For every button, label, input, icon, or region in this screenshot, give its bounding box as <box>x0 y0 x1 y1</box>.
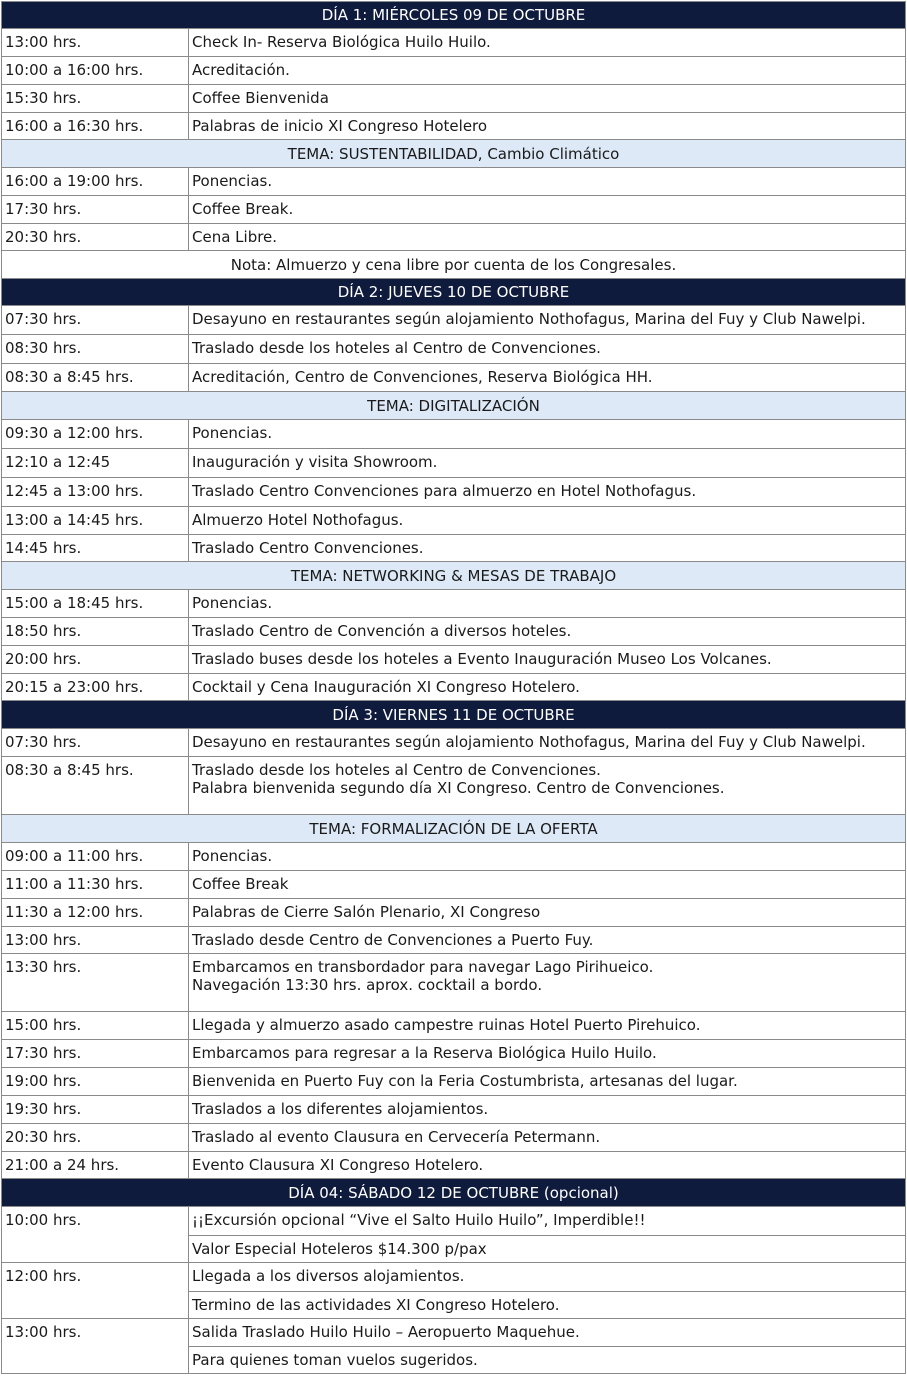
activity-text: Almuerzo Hotel Nothofagus. <box>192 511 404 529</box>
activity-text: Ponencias. <box>192 172 273 190</box>
schedule-row <box>1 335 906 364</box>
activity-cell <box>189 306 905 334</box>
note-row <box>1 251 906 279</box>
activity-cell <box>189 196 905 223</box>
topic-header <box>1 140 906 168</box>
time-cell: 19:00 hrs. <box>2 1068 189 1095</box>
activity-text: Acreditación, Centro de Convenciones, Reserva Biológica HH. <box>192 368 653 386</box>
activity-cell <box>189 335 905 363</box>
activity-cell <box>189 646 905 673</box>
time-cell: 20:15 a 23:00 hrs. <box>2 674 189 700</box>
time-cell: 12:10 a 12:45 <box>2 449 189 477</box>
activity-cell <box>189 618 905 645</box>
activity-text: Coffee Break. <box>192 200 294 218</box>
schedule-row <box>1 1040 906 1068</box>
activity-cell <box>189 899 905 926</box>
activity-cell <box>189 535 905 561</box>
time-cell: 11:00 a 11:30 hrs. <box>2 871 189 898</box>
time-cell: 18:50 hrs. <box>2 618 189 645</box>
time-cell: 12:45 a 13:00 hrs. <box>2 478 189 506</box>
time-cell: 13:30 hrs. <box>2 954 189 1011</box>
schedule-row <box>1 618 906 646</box>
time-cell: 10:00 a 16:00 hrs. <box>2 57 189 84</box>
schedule-row <box>1 1152 906 1179</box>
activity-text: Desayuno en restaurantes según alojamiento Nothofagus, Marina del Fuy y Club Nawelpi. <box>192 310 866 328</box>
schedule-row <box>1 168 906 196</box>
time-cell: 15:30 hrs. <box>2 85 189 112</box>
activity-text: Traslado al evento Clausura en Cervecería Petermann. <box>192 1128 601 1146</box>
time-cell: 13:00 a 14:45 hrs. <box>2 507 189 534</box>
schedule-row <box>1 729 906 757</box>
schedule-row <box>1 843 906 871</box>
activity-text: Cena Libre. <box>192 228 278 246</box>
activity-text: Inauguración y visita Showroom. <box>192 453 438 471</box>
activity-text: Llegada a los diversos alojamientos. <box>192 1267 465 1285</box>
activity-text: Coffee Bienvenida <box>192 89 329 107</box>
activity-cell <box>189 85 905 112</box>
activity-text: Evento Clausura XI Congreso Hotelero. <box>192 1156 484 1174</box>
time-cell: 15:00 a 18:45 hrs. <box>2 590 189 617</box>
activity-cell <box>189 57 905 84</box>
time-cell: 08:30 a 8:45 hrs. <box>2 757 189 814</box>
note-text: Nota: Almuerzo y cena libre por cuenta de los Congresales. <box>230 255 677 274</box>
activity-text: Ponencias. <box>192 424 273 442</box>
activity-cell <box>189 1068 905 1095</box>
schedule-row <box>1 1263 906 1319</box>
activity-text: Palabras de inicio XI Congreso Hotelero <box>192 117 488 135</box>
activity-text: Navegación 13:30 hrs. aprox. cocktail a bordo. <box>192 976 543 994</box>
time-cell: 20:30 hrs. <box>2 1124 189 1151</box>
time-cell: 21:00 a 24 hrs. <box>2 1152 189 1178</box>
activity-text: Ponencias. <box>192 594 273 612</box>
time-cell: 12:00 hrs. <box>2 1263 189 1318</box>
time-cell: 10:00 hrs. <box>2 1207 189 1262</box>
time-cell: 11:30 a 12:00 hrs. <box>2 899 189 926</box>
banner-text: DÍA 04: SÁBADO 12 DE OCTUBRE (opcional) <box>288 1183 619 1202</box>
activity-text: Traslado desde Centro de Convenciones a Puerto Fuy. <box>192 931 594 949</box>
schedule-row <box>1 85 906 113</box>
activity-cell <box>189 224 905 250</box>
activity-cell <box>189 1207 905 1262</box>
time-cell: 17:30 hrs. <box>2 196 189 223</box>
schedule-row <box>1 449 906 478</box>
time-cell: 16:00 a 16:30 hrs. <box>2 113 189 139</box>
activity-cell <box>189 729 905 756</box>
schedule-row <box>1 196 906 224</box>
schedule-row <box>1 113 906 140</box>
activity-text: Desayuno en restaurantes según alojamiento Nothofagus, Marina del Fuy y Club Nawelpi. <box>192 733 866 751</box>
activity-cell <box>189 674 905 700</box>
schedule-row <box>1 364 906 392</box>
agenda-table <box>1 1 906 1374</box>
activity-text: Traslado Centro de Convención a diversos hoteles. <box>192 622 572 640</box>
schedule-row <box>1 535 906 562</box>
activity-text: Check In- Reserva Biológica Huilo Huilo. <box>192 33 491 51</box>
schedule-row <box>1 757 906 815</box>
activity-cell <box>189 507 905 534</box>
activity-text: Traslado desde los hoteles al Centro de Convenciones. <box>192 339 601 357</box>
time-cell: 17:30 hrs. <box>2 1040 189 1067</box>
time-cell: 20:00 hrs. <box>2 646 189 673</box>
schedule-row <box>1 306 906 335</box>
schedule-row <box>1 507 906 535</box>
topic-text: TEMA: NETWORKING & MESAS DE TRABAJO <box>290 566 617 585</box>
activity-text: Cocktail y Cena Inauguración XI Congreso Hotelero. <box>192 678 580 696</box>
schedule-row <box>1 646 906 674</box>
activity-text: ¡¡Excursión opcional “Vive el Salto Huilo Huilo”, Imperdible!! <box>192 1211 646 1229</box>
time-cell: 13:00 hrs. <box>2 29 189 56</box>
activity-text: Traslado Centro Convenciones para almuerzo en Hotel Nothofagus. <box>192 482 697 500</box>
activity-text: Traslados a los diferentes alojamientos. <box>192 1100 489 1118</box>
topic-header <box>1 815 906 843</box>
time-cell: 15:00 hrs. <box>2 1012 189 1039</box>
time-cell: 09:30 a 12:00 hrs. <box>2 420 189 448</box>
schedule-row <box>1 224 906 251</box>
activity-cell <box>189 1096 905 1123</box>
day-header <box>1 701 906 729</box>
time-cell: 19:30 hrs. <box>2 1096 189 1123</box>
schedule-row <box>1 954 906 1012</box>
activity-cell <box>189 113 905 139</box>
time-cell: 14:45 hrs. <box>2 535 189 561</box>
schedule-row <box>1 1096 906 1124</box>
activity-cell <box>189 1012 905 1039</box>
banner-text: DÍA 1: MIÉRCOLES 09 DE OCTUBRE <box>321 6 586 24</box>
time-cell: 20:30 hrs. <box>2 224 189 250</box>
schedule-row <box>1 478 906 507</box>
schedule-row <box>1 674 906 701</box>
schedule-row <box>1 1068 906 1096</box>
time-cell: 16:00 a 19:00 hrs. <box>2 168 189 195</box>
activity-text: Acreditación. <box>192 61 290 79</box>
banner-text: DÍA 2: JUEVES 10 DE OCTUBRE <box>337 283 570 301</box>
activity-cell <box>189 1152 905 1178</box>
schedule-row <box>1 1124 906 1152</box>
activity-cell <box>189 1263 905 1318</box>
activity-text: Traslado buses desde los hoteles a Evento Inauguración Museo Los Volcanes. <box>192 650 772 668</box>
activity-text: Palabras de Cierre Salón Plenario, XI Congreso <box>192 903 541 921</box>
activity-text: Salida Traslado Huilo Huilo – Aeropuerto Maquehue. <box>192 1323 580 1341</box>
activity-text: Coffee Break <box>192 875 289 893</box>
time-cell: 07:30 hrs. <box>2 306 189 334</box>
schedule-row <box>1 1207 906 1263</box>
schedule-row <box>1 899 906 927</box>
topic-text: TEMA: SUSTENTABILIDAD, Cambio Climático <box>287 144 620 163</box>
activity-text: Palabra bienvenida segundo día XI Congreso. Centro de Convenciones. <box>192 779 725 797</box>
activity-cell <box>189 364 905 391</box>
time-cell: 08:30 a 8:45 hrs. <box>2 364 189 391</box>
schedule-row <box>1 1319 906 1374</box>
activity-text: Para quienes toman vuelos sugeridos. <box>189 1346 905 1373</box>
activity-cell <box>189 168 905 195</box>
activity-cell <box>189 1124 905 1151</box>
activity-cell <box>189 757 905 814</box>
time-cell: 09:00 a 11:00 hrs. <box>2 843 189 870</box>
activity-text: Embarcamos para regresar a la Reserva Biológica Huilo Huilo. <box>192 1044 657 1062</box>
activity-cell <box>189 478 905 506</box>
day-header <box>1 279 906 306</box>
activity-text: Traslado Centro Convenciones. <box>192 539 424 557</box>
schedule-row <box>1 57 906 85</box>
banner-text: DÍA 3: VIERNES 11 DE OCTUBRE <box>332 705 575 724</box>
activity-text: Traslado desde los hoteles al Centro de Convenciones. <box>192 761 601 779</box>
time-cell: 07:30 hrs. <box>2 729 189 756</box>
activity-text: Ponencias. <box>192 847 273 865</box>
activity-cell <box>189 590 905 617</box>
activity-text: Bienvenida en Puerto Fuy con la Feria Costumbrista, artesanas del lugar. <box>192 1072 738 1090</box>
activity-cell <box>189 420 905 448</box>
activity-cell <box>189 843 905 870</box>
schedule-row <box>1 871 906 899</box>
activity-cell <box>189 927 905 953</box>
time-cell: 13:00 hrs. <box>2 1319 189 1373</box>
activity-cell <box>189 449 905 477</box>
schedule-row <box>1 590 906 618</box>
topic-text: TEMA: DIGITALIZACIÓN <box>367 396 540 415</box>
activity-cell <box>189 871 905 898</box>
activity-text: Embarcamos en transbordador para navegar Lago Pirihueico. <box>192 958 654 976</box>
day-header <box>1 1 906 29</box>
activity-text: Termino de las actividades XI Congreso Hotelero. <box>189 1291 905 1318</box>
activity-cell <box>189 954 905 1011</box>
day-header <box>1 1179 906 1207</box>
activity-cell <box>189 1319 905 1373</box>
topic-header <box>1 562 906 590</box>
schedule-row <box>1 420 906 449</box>
activity-text: Llegada y almuerzo asado campestre ruinas Hotel Puerto Pirehuico. <box>192 1016 701 1034</box>
schedule-row <box>1 927 906 954</box>
topic-header <box>1 392 906 420</box>
schedule-row <box>1 1012 906 1040</box>
topic-text: TEMA: FORMALIZACIÓN DE LA OFERTA <box>309 819 598 838</box>
schedule-row <box>1 29 906 57</box>
activity-cell <box>189 29 905 56</box>
activity-cell <box>189 1040 905 1067</box>
activity-text: Valor Especial Hoteleros $14.300 p/pax <box>189 1235 905 1262</box>
time-cell: 13:00 hrs. <box>2 927 189 953</box>
time-cell: 08:30 hrs. <box>2 335 189 363</box>
